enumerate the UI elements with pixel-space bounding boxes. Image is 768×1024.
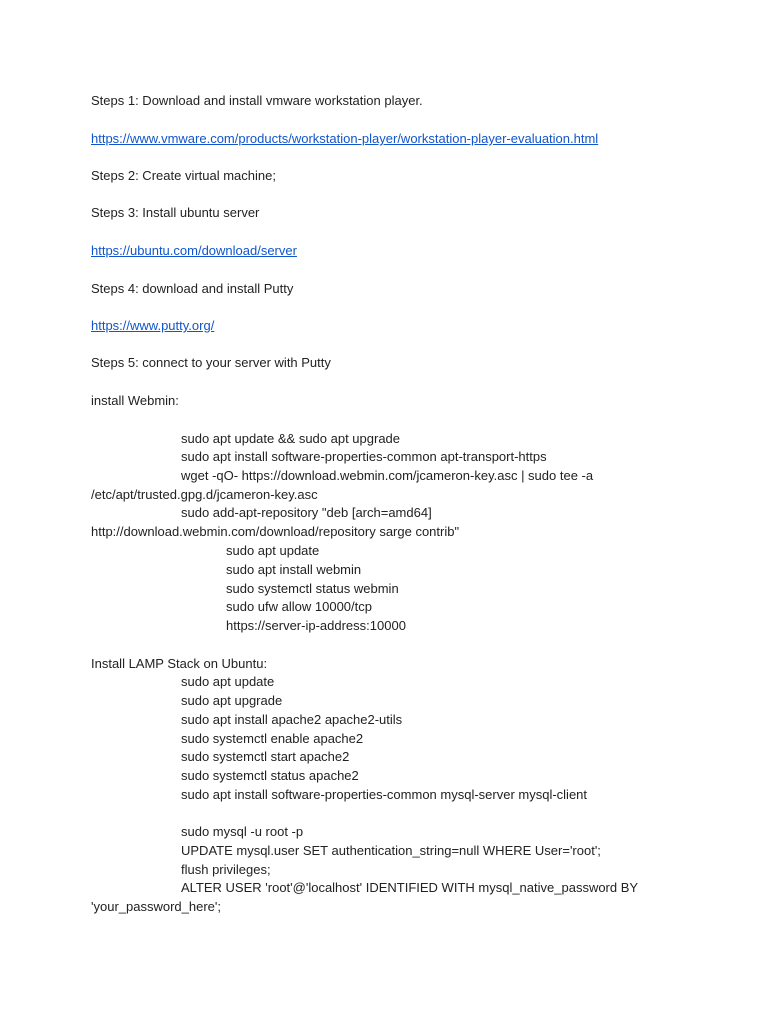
webmin-command: sudo ufw allow 10000/tcp (226, 599, 372, 614)
lamp-command: sudo systemctl status apache2 (181, 768, 359, 783)
lamp-command: sudo mysql -u root -p (181, 824, 304, 839)
lamp-command: flush privileges; (181, 862, 271, 877)
webmin-command-wrap: /etc/apt/trusted.gpg.d/jcameron-key.asc (91, 487, 318, 502)
lamp-command: UPDATE mysql.user SET authentication_string=null WHERE User='root'; (181, 843, 601, 858)
lamp-command: sudo apt install apache2 apache2-utils (181, 712, 403, 727)
webmin-command-wrap: http://download.webmin.com/download/repository sarge contrib" (91, 524, 460, 539)
webmin-heading: install Webmin: (91, 393, 179, 408)
step-4-text: Steps 4: download and install Putty (91, 281, 294, 296)
webmin-command: sudo add-apt-repository "deb [arch=amd64] (181, 505, 432, 520)
webmin-command: sudo apt update (226, 543, 320, 558)
lamp-command: sudo systemctl enable apache2 (181, 731, 364, 746)
webmin-command: wget -qO- https://download.webmin.com/jcameron-key.asc | sudo tee -a (181, 468, 594, 483)
lamp-command-wrap: 'your_password_here'; (91, 899, 221, 914)
step-1-text: Steps 1: Download and install vmware workstation player. (91, 93, 423, 108)
step-3-text: Steps 3: Install ubuntu server (91, 205, 260, 220)
vmware-download-link[interactable]: https://www.vmware.com/products/workstation-player/workstation-player-evaluation.html (91, 131, 599, 146)
lamp-heading: Install LAMP Stack on Ubuntu: (91, 656, 268, 671)
webmin-command: sudo systemctl status webmin (226, 581, 399, 596)
webmin-url: https://server-ip-address:10000 (226, 618, 406, 633)
webmin-command: sudo apt install webmin (226, 562, 362, 577)
step-5-text: Steps 5: connect to your server with Putty (91, 355, 331, 370)
webmin-command: sudo apt update && sudo apt upgrade (181, 431, 401, 446)
webmin-command: sudo apt install software-properties-common apt-transport-https (181, 449, 547, 464)
lamp-command: sudo apt install software-properties-common mysql-server mysql-client (181, 787, 588, 802)
lamp-command: sudo systemctl start apache2 (181, 749, 350, 764)
ubuntu-server-link[interactable]: https://ubuntu.com/download/server (91, 243, 297, 258)
lamp-command: sudo apt upgrade (181, 693, 283, 708)
lamp-command: sudo apt update (181, 674, 275, 689)
step-2-text: Steps 2: Create virtual machine; (91, 168, 276, 183)
lamp-command: ALTER USER 'root'@'localhost' IDENTIFIED WITH mysql_native_password BY (181, 880, 639, 895)
putty-link[interactable]: https://www.putty.org/ (91, 318, 215, 333)
